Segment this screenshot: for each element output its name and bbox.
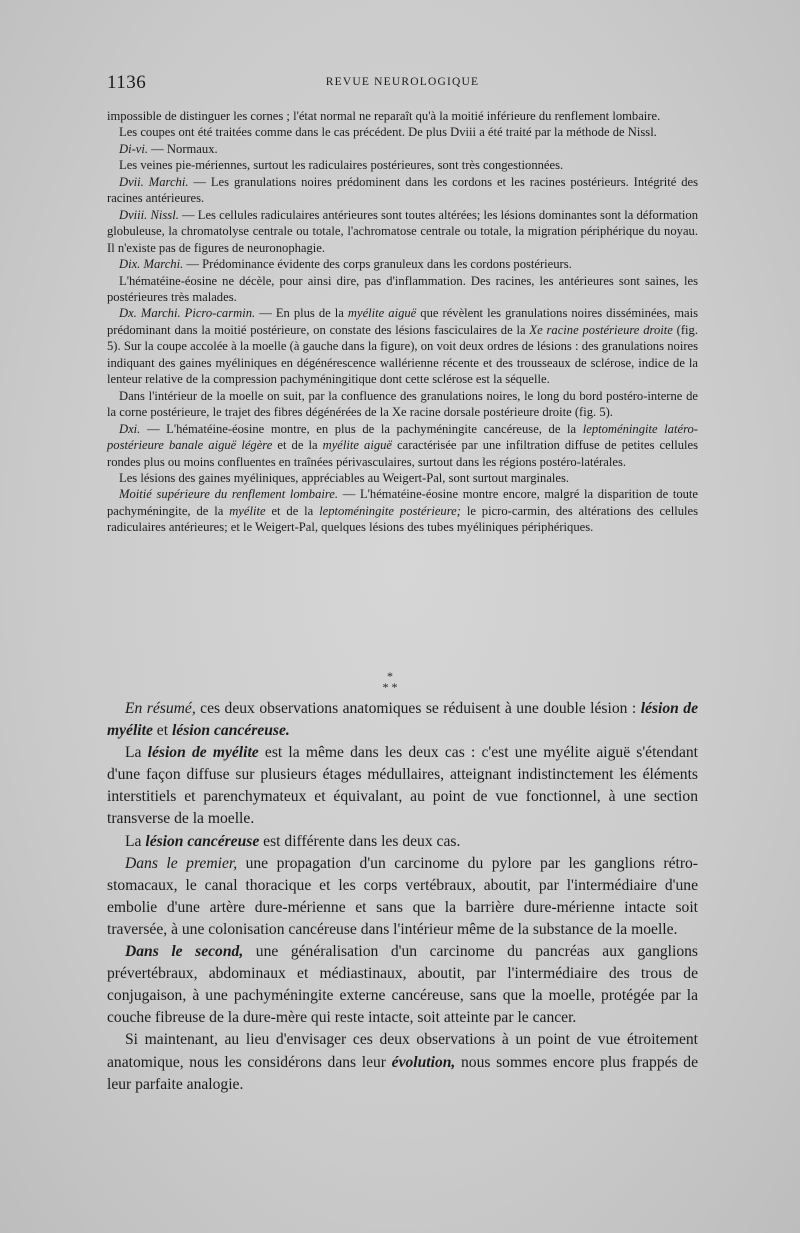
section-label: Dvii. Marchi. [119,174,189,189]
paragraph [107,742,698,830]
paragraph: Dans l'intérieur de la moelle on suit, par la confluence des granulations noires, le long du bord postéro-interne de la corne postérieure, le trajet des fibres dégénérées de la Xe racine dorsale postérieure droite (fig. 5). [107,388,698,420]
paragraph-text: le picro-carmin, des altérations des cellules radiculaires antérieures; et le Weigert-Pal, quelques lésions des tubes myéliniques périphériques. [107,503,698,535]
paragraph [107,174,698,207]
paragraph: Les veines pie-mériennes, surtout les radiculaires postérieures, sont très congestionnées. [119,158,564,173]
emphasis: lésion cancéreuse [145,832,260,850]
emphasis: leptoméningite latéro-postérieure banale aiguë légère [107,421,698,453]
paragraph-text: — En plus de la [255,306,348,321]
paragraph-text: est la même dans les deux cas : c'est une myélite aiguë s'étendant d'une façon diffuse sur plusieurs étages médullaires, atteignant indistinctement les éléments interstitiels et parenchymateux et équivalant, au point de vue fonctionnel, à une section transverse de la moelle. [107,744,698,828]
paragraph-text: La [125,744,148,762]
paragraph-text: — Les granulations noires prédominent dans les cordons et les racines postérieurs. Intégrité des racines antérieures. [107,174,699,206]
paragraph-text: et de la [272,438,323,453]
section-label: Dxi. [119,421,141,436]
paragraph: Les lésions des gaines myéliniques, appréciables au Weigert-Pal, sont surtout marginales. [119,470,570,485]
paragraph [107,941,698,1029]
emphasis: Xe racine postérieure droite [529,322,673,337]
paragraph [107,305,698,387]
emphasis: En résumé, [125,700,196,717]
emphasis: leptoméningite postérieure; [319,503,461,518]
paragraph-text: — L'hématéine-éosine montre encore, malgré la disparition de toute pachyméningite, de la [107,487,699,518]
paragraph [107,421,698,470]
emphasis: lésion de myélite [147,744,259,762]
paragraph [107,853,698,941]
running-title: REVUE NEUROLOGIQUE [325,76,480,88]
paragraph-text: La [125,832,146,850]
emphasis: Dans le second, [125,943,244,961]
emphasis: myélite [229,503,266,518]
section-label: Moitié supérieure du renflement lombaire. [119,487,339,502]
emphasis: Dans le premier, [125,854,238,872]
emphasis: myélite aiguë [347,306,417,321]
paragraph [107,831,698,853]
paragraph-text: — Normaux. [148,141,218,156]
paragraph-text: et de la [265,503,320,518]
paragraph-text: que révèlent les granulations noires disséminées, mais prédominant dans la moitié postérieure, on constate des lésions fasciculaires de la [107,306,698,337]
emphasis: lésion cancéreuse. [171,722,290,740]
paragraph [107,256,698,272]
asterism-top: * [387,669,393,683]
paragraph: L'hématéine-éosine ne décèle, pour ainsi dire, pas d'inflammation. Des racines, les antérieures sont saines, les postérieures très malades. [107,273,698,304]
paragraph [107,1029,698,1095]
section-label: Dx. Marchi. Picro-carmin. [119,306,256,321]
asterism-bottom: * * [382,680,398,694]
paragraph-text: caractérisée par une infiltration diffuse de petites cellules rondes plus ou moins confluentes en traînées périvasculaires, surtout dans les régions postéro-latérales. [107,438,698,469]
paragraph-text: une généralisation d'un carcinome du pancréas aux ganglions prévertébraux, abdominaux et médiastinaux, aboutit, par l'intermédiaire des trous de conjugaison, à une pachyméningite externe cancéreuse, sans que la moelle, protégée par la couche fibreuse de la dure-mère qui reste intacte, soit atteinte par le cancer. [107,943,698,1027]
paragraph-text: une propagation d'un carcinome du pylore par les ganglions rétro-stomacaux, le canal thoracique et les corps vertébraux, aboutit, par l'intermédiaire d'une embolie d'une artère dure-mérienne et sans que la barrière dure-mérienne intacte soit traversée, à une colonisation cancéreuse dans l'intérieur même de la substance de la moelle. [107,854,699,938]
page-header [107,72,698,94]
paragraph: Les coupes ont été traitées comme dans le cas précédent. De plus Dviii a été traité par la méthode de Nissl. [119,125,657,140]
paragraph [107,207,698,256]
paragraph-text: nous sommes encore plus frappés de leur parfaite analogie. [107,1053,698,1093]
emphasis: évolution, [391,1053,456,1071]
paragraph-text: ces deux observations anatomiques se réduisent à une double lésion : [195,700,641,717]
paragraph: impossible de distinguer les cornes ; l'état normal ne reparaît qu'à la moitié inférieure du renflement lombaire. [107,109,661,123]
paragraph-text: — L'hématéine-éosine montre, en plus de la pachyméningite cancéreuse, de la [140,421,583,436]
main-text-section [107,698,698,1096]
paragraph [107,698,698,742]
small-print-section [107,108,698,536]
paragraph-text: et [152,722,172,740]
section-label: Di-vi. [119,141,149,156]
section-separator [370,671,410,701]
page-number: 1136 [107,72,147,93]
paragraph [107,141,698,157]
paragraph-text: (fig. 5). Sur la coupe accolée à la moelle (à gauche dans la figure), on voit deux ordres de lésions : des granulations noires indiquant des gaines myéliniques en dégénérescence wallérienne récente et des trousseaux de sclérose, indice de la lenteur relative de la compression pachyméningitique dont cette sclérose est la séquelle. [107,322,698,387]
paragraph-text: Si maintenant, au lieu d'envisager ces deux observations à un point de vue étroitement anatomique, nous les considérons dans leur [107,1031,698,1071]
section-label: Dix. Marchi. [119,257,184,272]
paragraph-text: — Les cellules radiculaires antérieures sont toutes altérées; les lésions dominantes sont la déformation globuleuse, la chromatolyse centrale ou totale, l'achromatose centrale ou totale, la migration périphérique du noyau. Il n'existe pas de figures de neuronophagie. [107,207,698,255]
paragraph-text: est différente dans les deux cas. [259,832,461,850]
emphasis: myélite aiguë [322,438,393,453]
section-label: Dviii. Nissl. [119,207,179,222]
emphasis: lésion de myélite [107,700,698,740]
paragraph [107,486,698,535]
paragraph-text: — Prédominance évidente des corps granuleux dans les cordons postérieurs. [183,257,572,272]
